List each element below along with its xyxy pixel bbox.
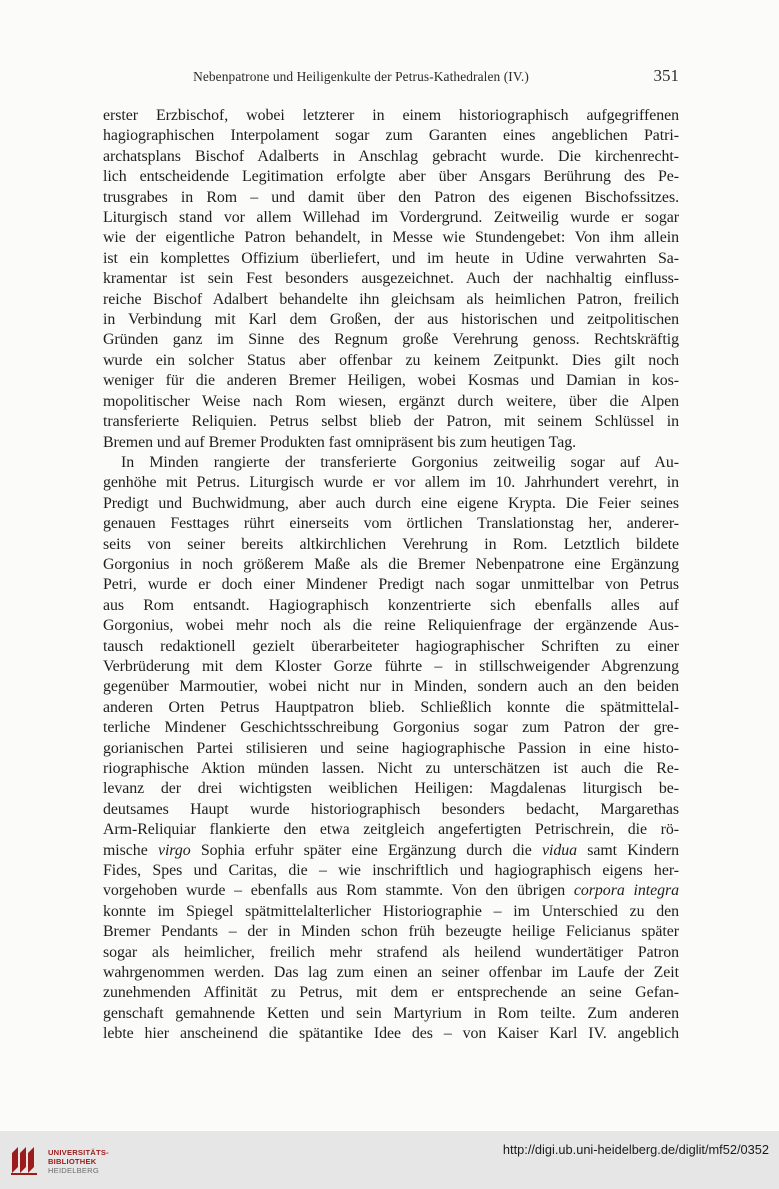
logo-line-2: BIBLIOTHEK [48,1157,97,1166]
text-line: lich entscheidende Legitimation erfolgte aber über Ansgars Berührung des Pe- [103,168,679,186]
text-line: trusgrabes in Rom – und damit über den Patron des eigenen Bischofssitzes. [103,188,679,206]
text-line: lebte hier anscheinend die spätantike Idee des – von Kaiser Karl IV. angeblich [103,1025,679,1043]
text-line: Bremer Pendants – der in Minden schon früh bezeugte heilige Felicianus später [103,923,679,941]
text-line: transferierte Reliquien. Petrus selbst blieb der Patron, mit seinem Schlüssel in [103,413,679,431]
text-line: seits von seiner bereits altkirchlichen Verehrung in Rom. Letztlich bildete [103,535,679,553]
text-line: Predigt und Buchwidmung, aber auch durch eine eigene Krypta. Die Feier seines [103,494,679,512]
text-line: vorgehoben wurde – ebenfalls aus Rom stammte. Von den übrigen corpora integra [103,882,679,900]
text-line: wahrgenommen werden. Das lag zum einen an seiner offenbar im Laufe der Zeit [103,964,679,982]
text-line: Gorgonius in noch größerem Maße als die Bremer Nebenpatrone eine Ergänzung [103,555,679,573]
text-line: In Minden rangierte der transferierte Gorgonius zeitweilig sogar auf Au- [121,453,679,471]
text-line: Arm-Reliquiar flankierte den etwa zeitgleich angefertigten Petrischrein, die rö- [103,821,679,839]
page-number: 351 [653,66,679,85]
library-logo-text [48,1148,109,1175]
running-title: Nebenpatrone und Heiligenkulte der Petrus-Kathedralen (IV.) [193,69,529,84]
text-line: mische virgo Sophia erfuhr später eine Ergänzung durch die vidua samt Kindern [103,841,679,859]
text-line: archatsplans Bischof Adalberts in Anschlag gebracht wurde. Die kirchenrecht- [103,147,679,165]
text-line: Petri, wurde er doch einer Mindener Predigt nach sogar unmittelbar von Petrus [103,576,679,594]
text-line: terliche Mindener Geschichtsschreibung Gorgonius sogar zum Patron der gre- [103,719,679,737]
text-line: Gorgonius, wobei mehr noch als die reine Reliquienfrage der ergänzende Aus- [103,617,679,635]
logo-line-1: UNIVERSITÄTS- [48,1148,109,1157]
text-line: aus Rom entsandt. Hagiographisch konzentrierte sich ebenfalls alles auf [103,596,679,614]
text-line: kramentar ist sein Fest besonders ausgezeichnet. Auch der nachhaltig einfluss- [103,270,679,288]
text-line: Gründen ganz im Sinne des Regnum große Verehrung genoss. Rechtskräftig [103,331,679,349]
text-line: levanz der drei wichtigsten weiblichen Heiligen: Magdalenas liturgisch be- [103,780,679,798]
body-text [103,106,679,1045]
text-line: genhöhe mit Petrus. Liturgisch wurde er vor allem im 10. Jahrhundert verehrt, in [103,474,679,492]
text-line: deutsames Haupt wurde historiographisch besonders bedacht, Margarethas [103,800,679,818]
text-line: weniger für die anderen Bremer Heiligen, wobei Kosmas und Damian in kos- [103,372,679,390]
text-line: tausch redaktionell gezielt überarbeiteter hagiographischer Schriften zu einer [103,637,679,655]
latin-term: vidua [541,841,578,859]
text-line: genschaft gemahnende Ketten und sein Martyrium in Rom teilte. Zum anderen [103,1004,679,1022]
text-line: Liturgisch stand vor allem Willehad im Vordergrund. Zeitweilig wurde er sogar [103,209,679,227]
logo-line-3: HEIDELBERG [48,1166,99,1175]
text-line: Verbrüderung mit dem Kloster Gorze führte – in stillschweigender Abgrenzung [103,657,679,675]
text-line: sogar als heimlicher, freilich mehr strafend als heilend wundertätiger Patron [103,943,679,961]
latin-term: corpora integra [573,882,679,900]
text-line: Fides, Spes und Caritas, die – wie inschriftlich und hagiographisch eigens her- [103,862,679,880]
paragraph-1 [103,106,679,453]
library-logo-icon [8,1143,42,1177]
text-line: wie der eigentliche Patron behandelt, in Messe wie Stundengebet: Von ihm allein [103,229,679,247]
text-line: genauen Festtages rührt einerseits vom örtlichen Translationstag her, anderer- [103,515,679,533]
running-head [103,64,679,88]
text-line: gorianischen Partei stilisieren und seine hagiographische Passion in eine histo- [103,739,679,757]
text-line: gegenüber Marmoutier, wobei nicht nur in Minden, sondern auch an den beiden [103,678,679,696]
text-line: konnte im Spiegel spätmittelalterlicher Historiographie – im Unterschied zu den [103,902,679,920]
text-line: anderen Orten Petrus Hauptpatron blieb. Schließlich konnte die spätmittelal- [103,698,679,716]
text-line: erster Erzbischof, wobei letzterer in einem historiographisch aufgegriffenen [103,107,679,124]
text-line: hagiographischen Interpolament sogar zum Garanten eines angeblichen Patri- [103,127,679,145]
permalink-url[interactable]: http://digi.ub.uni-heidelberg.de/diglit/mf52/0352 [502,1142,769,1157]
text-line: wurde ein solcher Status aber offenbar zu keinem Zeitpunkt. Dies gilt noch [103,351,679,369]
text-line: mopolitischer Weise nach Rom wiesen, ergänzt durch weitere, über die Alpen [103,392,679,410]
library-logo[interactable] [8,1141,118,1181]
paragraph-2 [103,453,679,1045]
text-line: riographische Aktion münden lassen. Nicht zu unterschätzen ist auch die Re- [103,760,679,777]
text-line: ist ein komplettes Offizium überliefert, und im heute in Udine verwahrten Sa- [103,249,679,267]
text-line: reiche Bischof Adalbert behandelte ihn gleichsam als heimlichen Patron, freilich [103,290,679,308]
text-line: Bremen und auf Bremer Produkten fast omnipräsent bis zum heutigen Tag. [103,433,577,451]
digitization-footer [0,1131,779,1189]
text-line: in Verbindung mit Karl dem Großen, der aus historischen und zeitpolitischen [103,311,679,329]
latin-term: virgo [157,841,191,859]
text-line: zunehmenden Affinität zu Petrus, mit dem er entsprechende an seine Gefan- [103,984,679,1002]
